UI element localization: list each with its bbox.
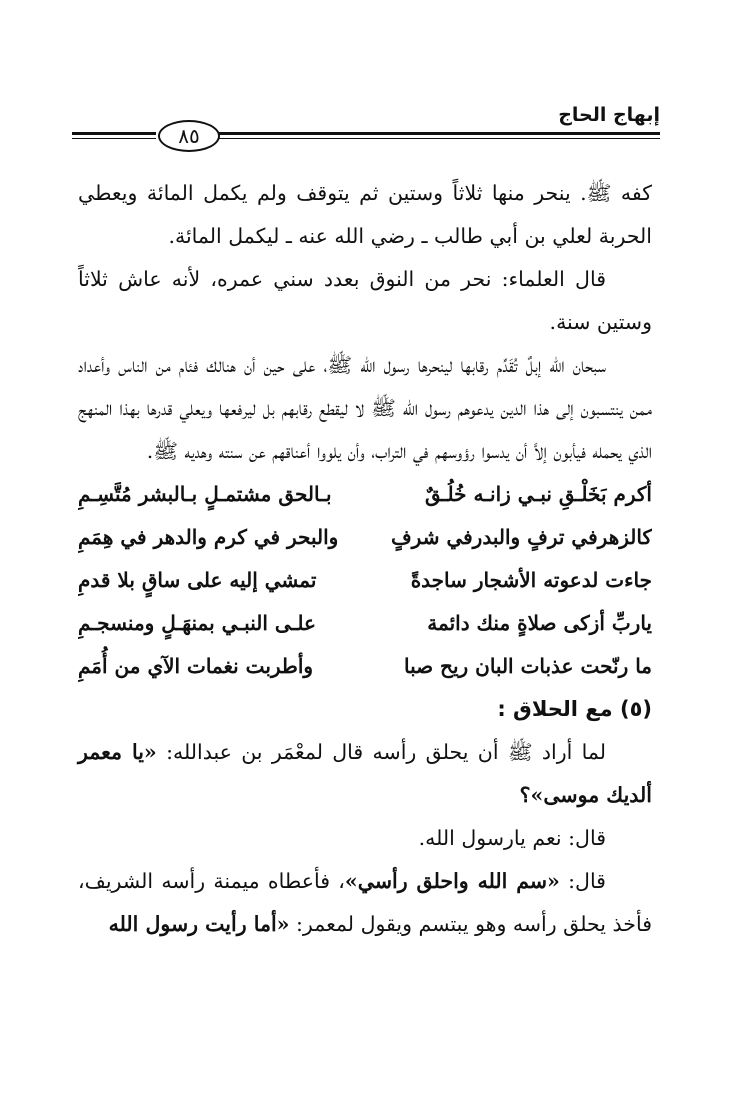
verse-first-hemistich: أكرم بَخَلْـقِ نبـي زانـه خُلُـقٌ	[424, 482, 652, 506]
paragraph-lead: قال:	[559, 869, 606, 893]
hadith-quote: «يا معمر ألديك موسى»؟	[78, 740, 652, 807]
verse-first-hemistich: ما رنّحت عذبات البان ريح صبا	[403, 654, 652, 678]
verse-second-hemistich: بـالحق مشتمـلٍ بـالبشر مُتَّسِـمِ	[78, 482, 332, 506]
verse-second-hemistich: وأطربت نغمات الآي من أُمَمِ	[78, 654, 314, 678]
running-header	[72, 100, 660, 148]
paragraph-text: لما أراد ﷺ أن يحلق رأسه قال لمعْمَر بن عبدالله:	[156, 740, 607, 764]
paragraph-text: ، فأعطاه ميمنة رأسه الشريف، فأخذ يحلق رأسه وهو يبتسم ويقول لمعمر:	[78, 869, 652, 936]
header-rule-top	[218, 132, 660, 135]
poem-verse	[78, 516, 652, 559]
running-title: إبهاج الحاج	[558, 104, 660, 126]
verse-second-hemistich: تمشي إليه على ساقٍ بلا قدمِ	[78, 568, 317, 592]
page-body	[78, 172, 652, 946]
header-rule-left-bottom	[72, 138, 156, 139]
paragraph-shaving	[78, 860, 652, 946]
paragraph-sacrifice: كفه ﷺ. ينحر منها ثلاثاً وستين ثم يتوقف ولم يكمل المائة ويعطي الحربة لعلي بن أبي طالب ـ رضي الله عنه ـ ليكمل المائة.	[78, 181, 652, 248]
paragraph-reply: قال: نعم يارسول الله.	[418, 826, 606, 850]
hadith-quote: «سم الله واحلق رأسي»	[344, 869, 560, 893]
poem-verse	[78, 645, 652, 688]
poem-verse	[78, 602, 652, 645]
poem-verse	[78, 473, 652, 516]
verse-second-hemistich: والبحر في كرم والدهر في هِمَمِ	[78, 525, 339, 549]
section-heading: (٥) مع الحلاق :	[497, 697, 652, 721]
page-number: ٨٥	[158, 120, 220, 152]
verse-first-hemistich: ياربِّ أزكى صلاةٍ منك دائمة	[427, 611, 652, 635]
poem	[78, 473, 652, 688]
header-rule-bottom	[218, 138, 660, 139]
header-rule-left-top	[72, 132, 156, 135]
poem-verse	[78, 559, 652, 602]
paragraph-barber-request	[78, 731, 652, 817]
verse-second-hemistich: علـى النبـي بمنهَـلٍ ومنسجـمِ	[78, 611, 316, 635]
paragraph-reflection: سبحان الله إبلٌ تُقَدِّم رقابها لينحرها رسول الله ﷺ، على حين أن هنالك فئام من الناس وأعداد ممن ينتسبون إلى هذا الدين يدعوهم رسول الله ﷺ لا ليقطع رقابهم بل ليرفعها ويعلي قدرها بهذا المنهج الذي يحمله فيأبون إلاَّ أن يدسوا رؤوسهم في التراب، وأن يلووا أعناقهم عن سنته وهديه ﷺ.	[78, 353, 652, 463]
verse-first-hemistich: كالزهرفي ترفٍ والبدرفي شرفٍ	[390, 525, 652, 549]
paragraph-scholars: قال العلماء: نحر من النوق بعدد سني عمره، لأنه عاش ثلاثاً وستين سنة.	[78, 267, 652, 334]
hadith-quote: «أما رأيت رسول الله	[108, 912, 290, 936]
verse-first-hemistich: جاءت لدعوته الأشجار ساجدةً	[410, 568, 652, 592]
